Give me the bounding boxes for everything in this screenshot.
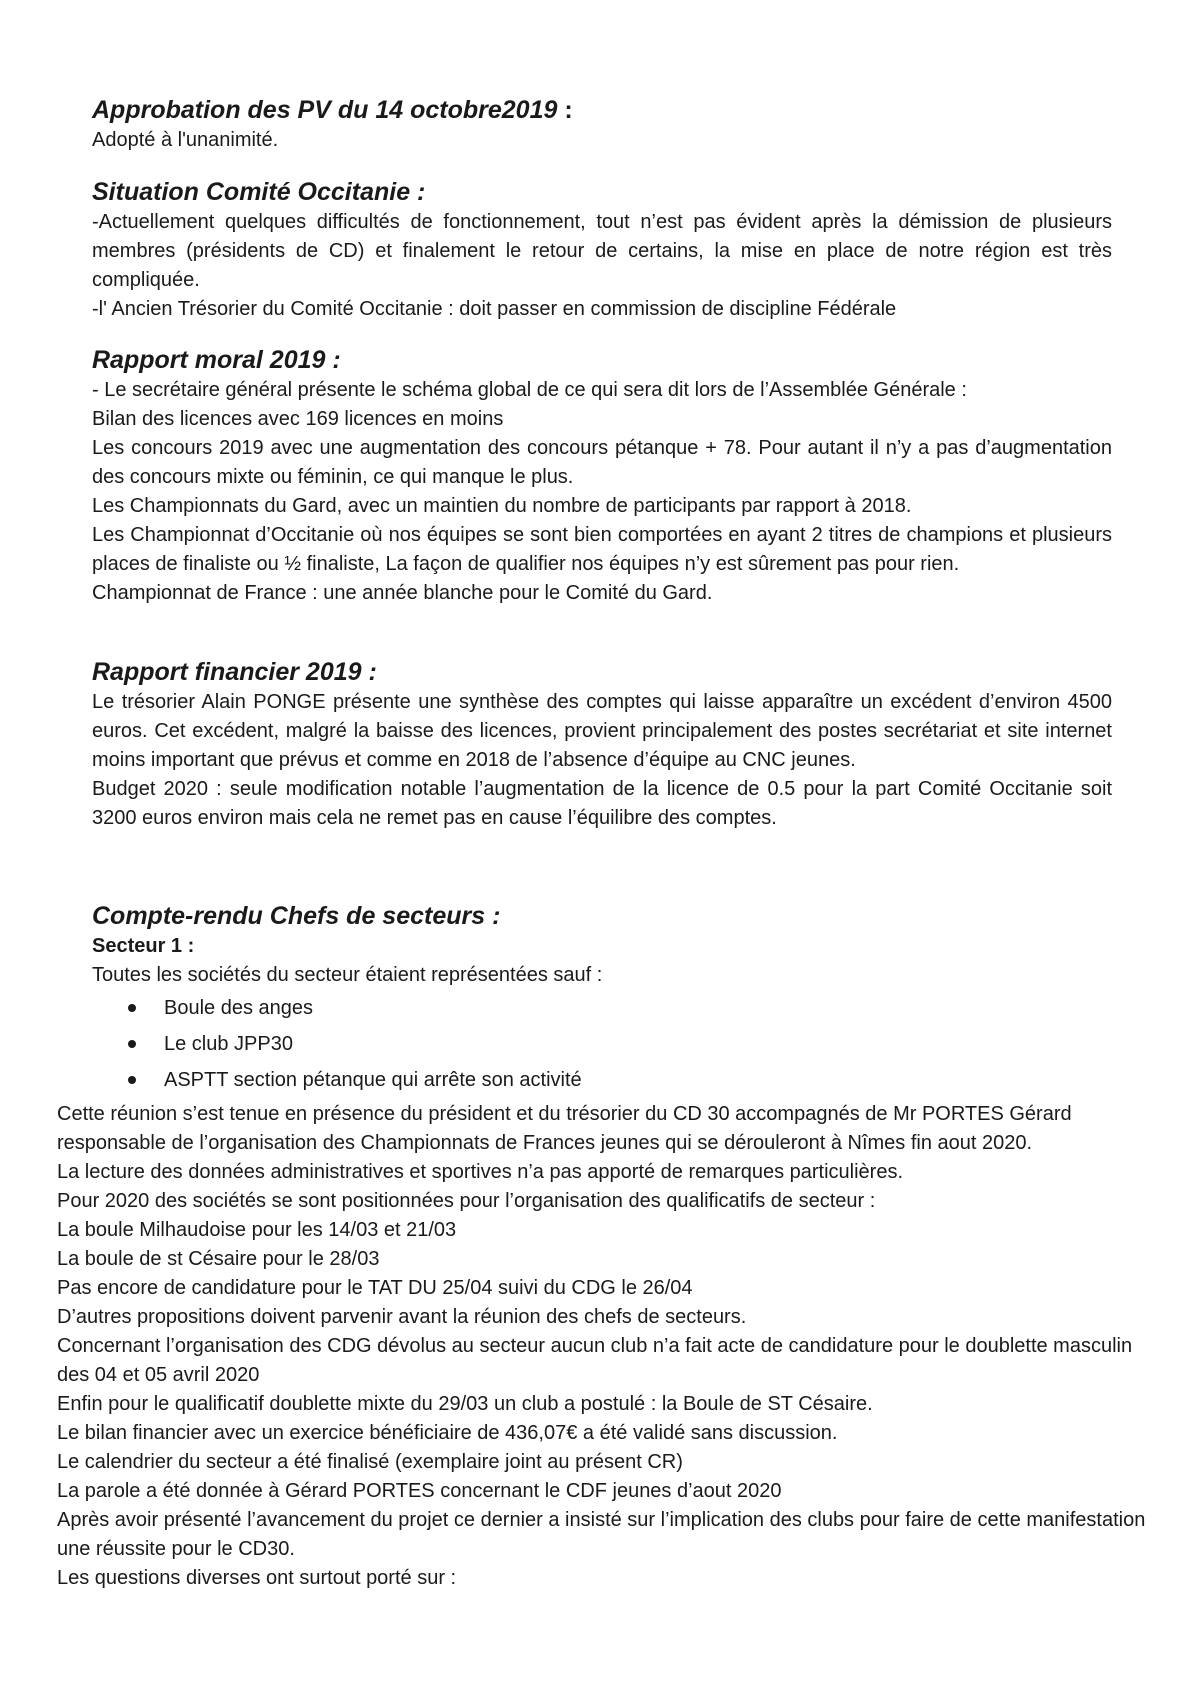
bullet-icon [128, 1004, 136, 1012]
section-compte-rendu-body [57, 1100, 1147, 1593]
section-rapport-financier [92, 656, 1112, 833]
section-compte-rendu [92, 900, 1112, 1098]
paragraph: Concernant l’organisation des CDG dévolus au secteur aucun club n’a fait acte de candidature pour le doublette masculin des 04 et 05 avril 2020 [57, 1335, 1133, 1386]
paragraph: Pour 2020 des sociétés se sont positionnées pour l’organisation des qualificatifs de secteur : [57, 1190, 876, 1212]
paragraph: Les questions diverses ont surtout porté sur : [57, 1567, 457, 1589]
absent-clubs-list [92, 990, 1112, 1098]
section-approbation [92, 94, 1112, 155]
section-situation [92, 176, 1112, 324]
paragraph: Toutes les sociétés du secteur étaient représentées sauf : [92, 964, 603, 986]
section-heading: Rapport financier 2019 : [92, 658, 377, 686]
list-item-text: Boule des anges [164, 997, 314, 1019]
paragraph: -l' Ancien Trésorier du Comité Occitanie : doit passer en commission de discipline Fédérale [92, 298, 897, 320]
paragraph: Le bilan financier avec un exercice bénéficiaire de 436,07€ a été validé sans discussion. [57, 1422, 838, 1444]
paragraph: La boule de st Césaire pour le 28/03 [57, 1248, 380, 1270]
paragraph: La parole a été donnée à Gérard PORTES concernant le CDF jeunes d’aout 2020 [57, 1480, 782, 1502]
paragraph: La lecture des données administratives et sportives n’a pas apporté de remarques particulières. [57, 1161, 904, 1183]
paragraph: Enfin pour le qualificatif doublette mixte du 29/03 un club a postulé : la Boule de ST Césaire. [57, 1393, 873, 1415]
paragraph: Budget 2020 : seule modification notable l’augmentation de la licence de 0.5 pour la part Comité Occitanie soit 3200 euros environ mais cela ne remet pas en cause l’équilibre des comptes. [92, 778, 1112, 829]
list-item [92, 1062, 1112, 1098]
paragraph: D’autres propositions doivent parvenir avant la réunion des chefs de secteurs. [57, 1306, 747, 1328]
paragraph: Le calendrier du secteur a été finalisé (exemplaire joint au présent CR) [57, 1451, 683, 1473]
paragraph: Cette réunion s’est tenue en présence du président et du trésorier du CD 30 accompagnés de Mr PORTES Gérard responsable de l’organisation des Championnats de Frances jeunes qui se dérouleront à Nîmes fin aout 2020. [57, 1103, 1072, 1154]
secteur-label: Secteur 1 : [92, 935, 195, 957]
paragraph: Les concours 2019 avec une augmentation des concours pétanque + 78. Pour autant il n’y a pas d’augmentation des concours mixte ou féminin, ce qui manque le plus. [92, 437, 1112, 488]
section-heading: Rapport moral 2019 : [92, 346, 341, 374]
paragraph: Adopté à l'unanimité. [92, 129, 279, 151]
section-heading: Situation Comité Occitanie : [92, 178, 426, 206]
list-item-text: Le club JPP30 [164, 1033, 293, 1055]
paragraph: Les Championnat d’Occitanie où nos équipes se sont bien comportées en ayant 2 titres de champions et plusieurs places de finaliste ou ½ finaliste, La façon de qualifier nos équipes n’y est sûrement pas pour rien. [92, 524, 1112, 575]
section-heading [92, 94, 1112, 126]
paragraph: -Actuellement quelques difficultés de fonctionnement, tout n’est pas évident après la démission de plusieurs membres (présidents de CD) et finalement le retour de certains, la mise en place de notre région est très compliquée. [92, 211, 1112, 291]
bullet-icon [128, 1076, 136, 1084]
paragraph: Le trésorier Alain PONGE présente une synthèse des comptes qui laisse apparaître un excédent d’environ 4500 euros. Cet excédent, malgré la baisse des licences, provient principalement des postes secrétariat et site internet moins important que prévus et comme en 2018 de l’absence d’équipe au CNC jeunes. [92, 691, 1112, 771]
paragraph: La boule Milhaudoise pour les 14/03 et 21/03 [57, 1219, 457, 1241]
list-item-text: ASPTT section pétanque qui arrête son activité [164, 1069, 582, 1091]
section-rapport-moral [92, 344, 1112, 608]
bullet-icon [128, 1040, 136, 1048]
section-heading: Compte-rendu Chefs de secteurs : [92, 902, 501, 930]
paragraph: - Le secrétaire général présente le schéma global de ce qui sera dit lors de l’Assemblée Générale : [92, 379, 967, 401]
paragraph: Pas encore de candidature pour le TAT DU 25/04 suivi du CDG le 26/04 [57, 1277, 693, 1299]
list-item [92, 990, 1112, 1026]
paragraph: Bilan des licences avec 169 licences en moins [92, 408, 504, 430]
paragraph: Après avoir présenté l’avancement du projet ce dernier a insisté sur l’implication des clubs pour faire de cette manifestation une réussite pour le CD30. [57, 1509, 1146, 1560]
list-item [92, 1026, 1112, 1062]
heading-text: Approbation des PV du 14 octobre2019 [92, 96, 558, 124]
paragraph: Championnat de France : une année blanche pour le Comité du Gard. [92, 582, 713, 604]
heading-colon: : [557, 96, 573, 124]
paragraph: Les Championnats du Gard, avec un maintien du nombre de participants par rapport à 2018. [92, 495, 912, 517]
